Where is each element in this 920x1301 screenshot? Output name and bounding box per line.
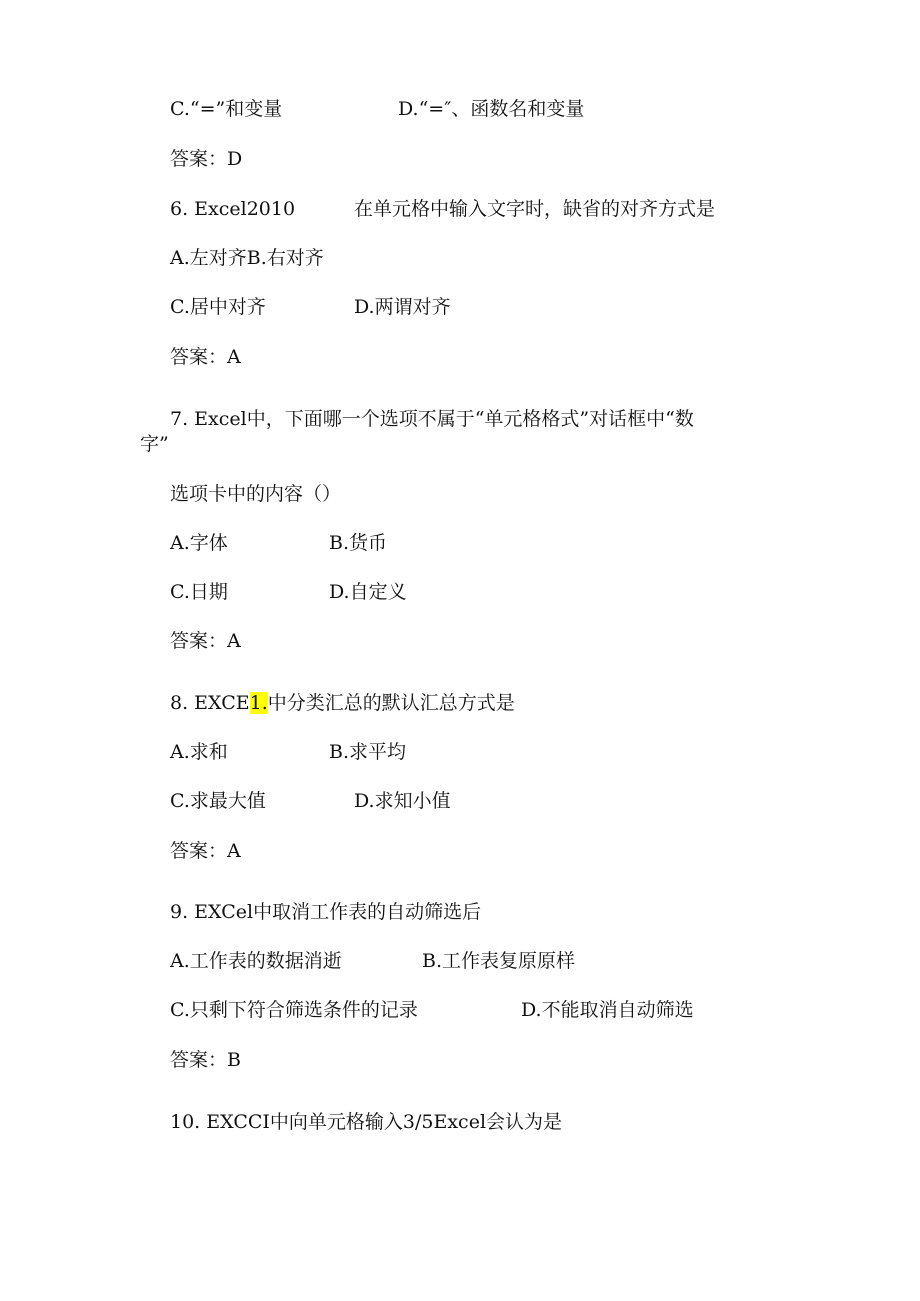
q6-stem-text: 在单元格中输入文字时，缺省的对齐方式是 bbox=[354, 198, 716, 220]
q5-option-c: C.“=”和变量 bbox=[170, 98, 283, 120]
q9-answer: 答案：B bbox=[170, 1049, 241, 1071]
q8-stem-highlight: 1. bbox=[249, 692, 268, 714]
q5-option-d: D.“=″、函数名和变量 bbox=[398, 98, 585, 120]
q9-stem: 9. EXCel中取消工作表的自动筛选后 bbox=[170, 901, 482, 923]
q8-option-d: D.求知小值 bbox=[354, 790, 451, 812]
q7-stem-line2: 字” bbox=[140, 433, 169, 455]
q9-option-b: B.工作表复原原样 bbox=[422, 950, 576, 972]
q6-answer: 答案：A bbox=[170, 346, 241, 368]
q6-option-c: C.居中对齐 bbox=[170, 296, 266, 318]
q8-stem-prefix: 8. EXCE bbox=[170, 692, 250, 714]
q8-stem bbox=[170, 691, 515, 715]
q9-option-d: D.不能取消自动筛选 bbox=[521, 999, 694, 1021]
q7-stem-line3: 选项卡中的内容（） bbox=[170, 483, 342, 505]
q7-option-d: D.自定义 bbox=[329, 581, 407, 603]
q8-stem-suffix: 中分类汇总的默认汇总方式是 bbox=[267, 692, 515, 714]
q8-option-a: A.求和 bbox=[170, 741, 228, 763]
q5-answer: 答案：D bbox=[170, 148, 243, 170]
q7-option-a: A.字体 bbox=[170, 532, 228, 554]
q6-options-ab: A.左对齐B.右对齐 bbox=[170, 247, 324, 269]
q7-stem-line1: 7. Excel中，下面哪一个选项不属于“单元格格式”对话框中“数 bbox=[170, 408, 694, 430]
q7-option-b: B.货币 bbox=[329, 532, 388, 554]
q8-option-b: B.求平均 bbox=[329, 741, 407, 763]
q8-option-c: C.求最大值 bbox=[170, 790, 266, 812]
q7-option-c: C.日期 bbox=[170, 581, 228, 603]
q8-answer: 答案：A bbox=[170, 840, 241, 862]
q10-stem: 10. EXCCI中向单元格输入3/5Excel会认为是 bbox=[170, 1111, 563, 1133]
q6-option-d: D.两谓对齐 bbox=[354, 296, 451, 318]
q7-answer: 答案：A bbox=[170, 630, 241, 652]
q9-option-c: C.只剩下符合筛选条件的记录 bbox=[170, 999, 418, 1021]
q9-option-a: A.工作表的数据消逝 bbox=[170, 950, 342, 972]
q6-stem-number: 6. Excel2010 bbox=[170, 198, 296, 220]
